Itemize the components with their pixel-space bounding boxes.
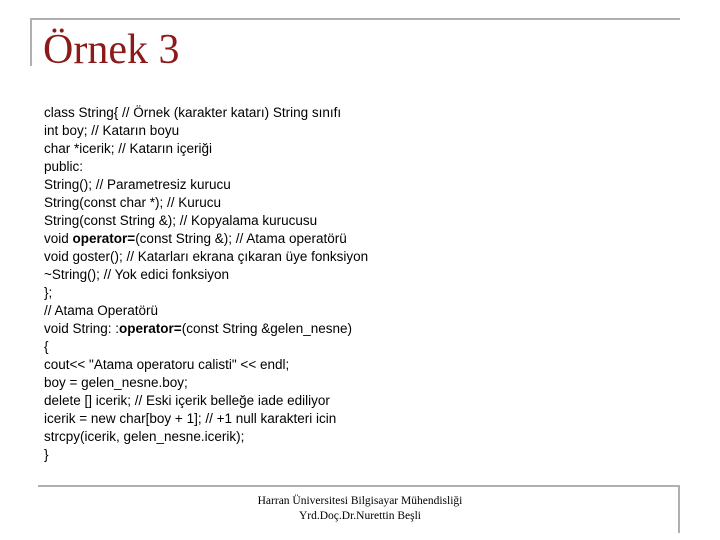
code-line (44, 230, 664, 248)
code-text: void goster(); // Katarları ekrana çıkaran üye fonksiyon (44, 249, 369, 264)
code-text: (const String &gelen_nesne) (181, 321, 353, 336)
code-line (44, 194, 664, 212)
code-text: }; (44, 285, 53, 300)
code-text: String(const char *); // Kurucu (44, 195, 222, 210)
code-text: void (44, 231, 73, 246)
code-line (44, 302, 664, 320)
slide-footer (200, 494, 520, 524)
code-keyword: operator= (72, 231, 136, 246)
code-line (44, 212, 664, 230)
code-text: ~String(); // Yok edici fonksiyon (44, 267, 229, 282)
code-line (44, 140, 664, 158)
slide-frame-top (30, 18, 680, 20)
code-text: String(const String &); // Kopyalama kurucusu (44, 213, 318, 228)
code-line (44, 374, 664, 392)
code-line (44, 446, 664, 464)
code-line (44, 158, 664, 176)
code-text: char *icerik; // Katarın içeriği (44, 141, 213, 156)
code-text: class String{ // Örnek (karakter katarı) String sınıfı (44, 105, 342, 120)
code-line (44, 338, 664, 356)
code-line (44, 410, 664, 428)
code-text: // Atama Operatörü (44, 303, 159, 318)
code-line (44, 266, 664, 284)
code-text: public: (44, 159, 84, 174)
code-text: } (44, 447, 49, 462)
code-text: { (44, 339, 49, 354)
slide-frame-left (30, 18, 32, 66)
slide-frame-right (678, 487, 680, 533)
code-text: (const String &); // Atama operatörü (135, 231, 347, 246)
code-line (44, 392, 664, 410)
code-text: void String: : (44, 321, 120, 336)
code-block (44, 104, 664, 464)
code-line (44, 428, 664, 446)
code-line (44, 248, 664, 266)
code-keyword: operator= (119, 321, 182, 336)
footer-institution: Harran Üniversitesi Bilgisayar Mühendisliği (257, 495, 463, 507)
code-line (44, 104, 664, 122)
code-text: boy = gelen_nesne.boy; (44, 375, 188, 390)
code-text: delete [] icerik; // Eski içerik belleğe iade ediliyor (44, 393, 330, 408)
code-text: strcpy(icerik, gelen_nesne.icerik); (44, 429, 245, 444)
footer-author: Yrd.Doç.Dr.Nurettin Beşli (298, 510, 421, 522)
code-text: cout<< "Atama operatoru calisti" << endl; (44, 357, 290, 372)
slide-title: Örnek 3 (43, 27, 180, 73)
code-line (44, 176, 664, 194)
code-line (44, 122, 664, 140)
code-text: icerik = new char[boy + 1]; // +1 null karakteri icin (44, 411, 337, 426)
code-line (44, 356, 664, 374)
code-line (44, 284, 664, 302)
code-line (44, 320, 664, 338)
code-text: String(); // Parametresiz kurucu (44, 177, 231, 192)
code-text: int boy; // Katarın boyu (44, 123, 180, 138)
slide-frame-bottom (38, 485, 680, 487)
